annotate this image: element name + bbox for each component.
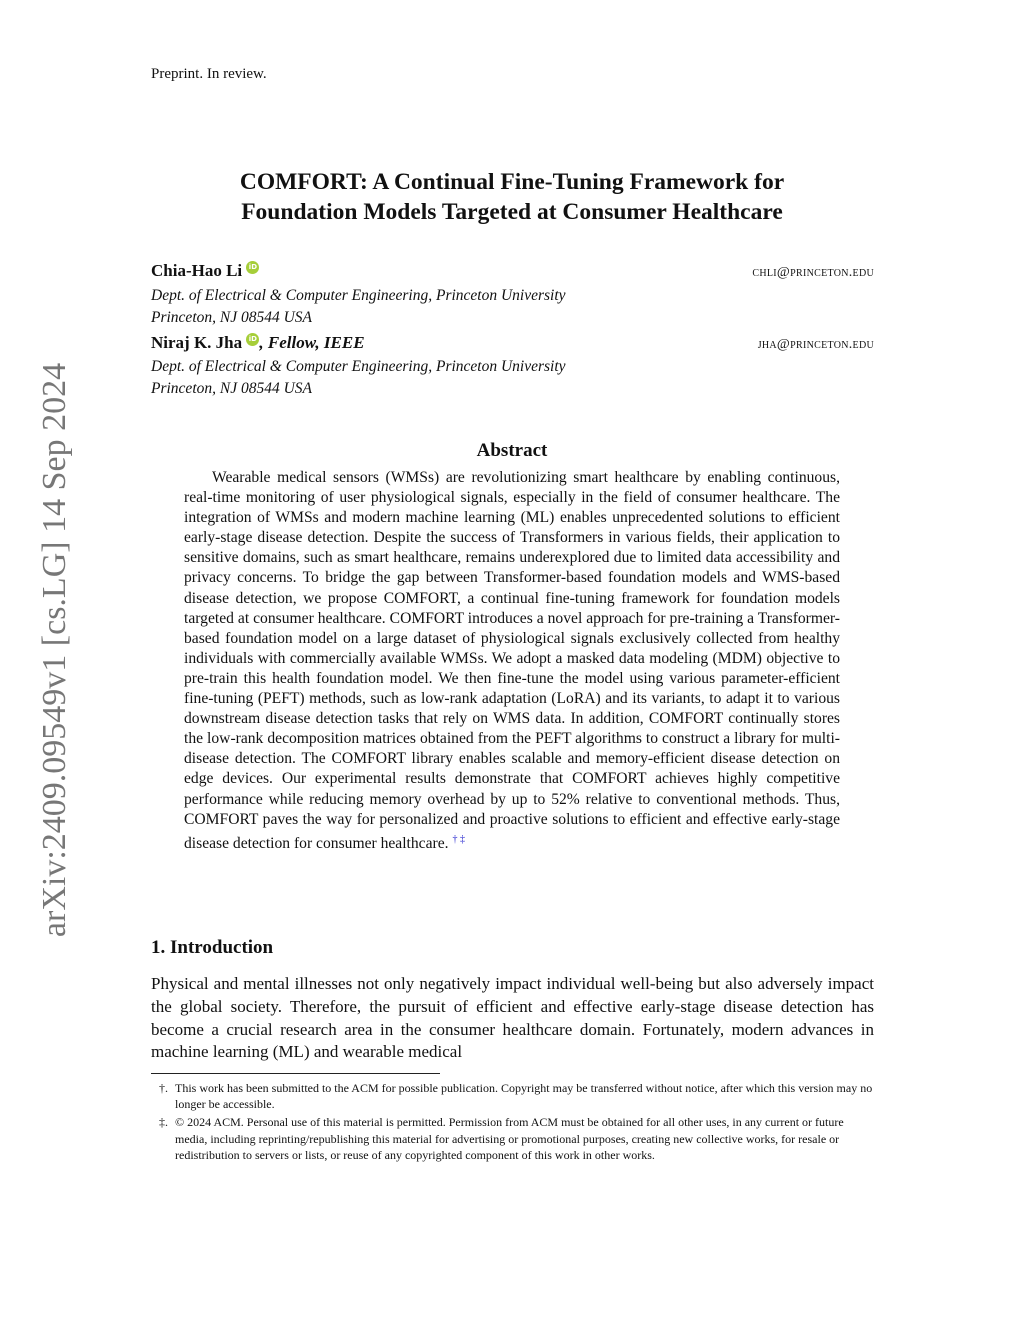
section-heading: 1. Introduction	[151, 937, 274, 958]
footnote-text: © 2024 ACM. Personal use of this material is permitted. Permission from ACM must be obtained for all other uses, in any current or future media, including reprinting/republishing this material for advertising or promotional purposes, creating new collective works, for resale or redistribution to servers or lists, or reuse of any copyrighted component of this work in other works.	[175, 1115, 844, 1162]
footnote-refs[interactable]: † ‡	[452, 833, 466, 845]
footnote-double-dagger	[151, 1114, 874, 1163]
author-2-affiliation	[151, 356, 566, 400]
author-1-name-text: Chia-Hao Li	[151, 261, 243, 280]
orcid-icon[interactable]: iD	[246, 261, 259, 274]
footnote-mark: †.	[159, 1081, 168, 1095]
author-2-name-text: Niraj K. Jha	[151, 333, 243, 352]
abstract-text: Wearable medical sensors (WMSs) are revolutionizing smart healthcare by enabling continuous, real-time monitoring of user physiological signals, especially in the field of consumer healthcare. The integration of WMSs and modern machine learning (ML) enables unprecedented solutions to efficient early-stage disease detection. Despite the success of Transformers in various fields, their application to sensitive domains, such as smart healthcare, remains underexplored due to limited data accessibility and privacy concerns. To bridge the gap between Transformer-based foundation models and WMS-based disease detection, we propose COMFORT, a continual fine-tuning framework for foundation models targeted at consumer healthcare. COMFORT introduces a novel approach for pre-training a Transformer-based foundation model on a large dataset of physiological signals exclusively collected from healthy individuals with commercially available WMSs. We adopt a masked data modeling (MDM) objective to pre-train this health foundation model. We then fine-tune the model using various parameter-efficient fine-tuning (PEFT) methods, such as low-rank adaptation (LoRA) and its variants, to adapt it to various downstream disease detection tasks that rely on WMS data. In addition, COMFORT continually stores the low-rank decomposition matrices obtained from the PEFT algorithms to construct a library for multi-disease detection. The COMFORT library enables scalable and memory-efficient disease detection on edge devices. Our experimental results demonstrate that COMFORT achieves highly competitive performance while reducing memory overhead by up to 52% relative to conventional methods. Thus, COMFORT paves the way for personalized and proactive solutions to efficient and effective early-stage disease detection for consumer healthcare.	[184, 469, 840, 852]
author-1-affil-line-1: Dept. of Electrical & Computer Engineering, Princeton University	[151, 287, 566, 304]
introduction-text: Physical and mental illnesses not only negatively impact individual well-being but also adversely impact the global society. Therefore, the pursuit of efficient and effective early-stage disease detection has become a crucial research area in the consumer healthcare domain. Fortunately, modern advances in machine learning (ML) and wearable medical	[151, 974, 874, 1062]
footnote-divider	[151, 1073, 440, 1074]
footnote-dagger	[151, 1080, 874, 1112]
abstract-body	[184, 468, 840, 854]
author-1-email: chli@princeton.edu	[752, 265, 874, 280]
author-2-name	[151, 333, 365, 353]
footnotes	[151, 1080, 874, 1165]
author-2-affil-line-2: Princeton, NJ 08544 USA	[151, 380, 313, 397]
author-1-affil-line-2: Princeton, NJ 08544 USA	[151, 309, 313, 326]
arxiv-identifier: arXiv:2409.09549v1 [cs.LG] 14 Sep 2024	[36, 362, 73, 938]
author-1-affiliation	[151, 285, 566, 329]
title-line-2: Foundation Models Targeted at Consumer Healthcare	[241, 199, 783, 225]
footnote-mark: ‡.	[159, 1115, 168, 1130]
orcid-icon[interactable]: iD	[246, 333, 259, 346]
preprint-header: Preprint. In review.	[151, 66, 267, 82]
author-2-email: jha@princeton.edu	[757, 337, 874, 352]
author-2-title: , Fellow, IEEE	[259, 333, 365, 352]
author-1-name	[151, 261, 259, 281]
paper-title	[150, 167, 874, 227]
author-2-affil-line-1: Dept. of Electrical & Computer Engineering, Princeton University	[151, 358, 566, 375]
footnote-text: This work has been submitted to the ACM for possible publication. Copyright may be transferred without notice, after which this version may no longer be accessible.	[175, 1081, 873, 1112]
abstract-heading: Abstract	[476, 440, 548, 461]
title-line-1: COMFORT: A Continual Fine-Tuning Framework for	[239, 169, 785, 195]
